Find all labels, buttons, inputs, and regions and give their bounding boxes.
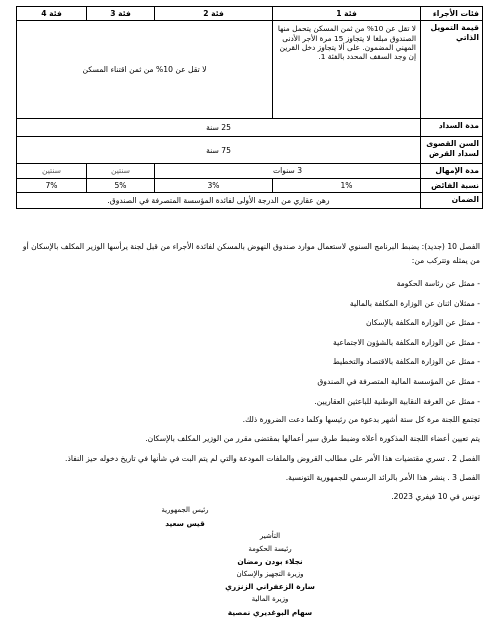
- grace-category-3: سنتين: [87, 164, 155, 178]
- list-item: - ممثل عن الغرفة النقابية الوطنية للباعثين العقاريين.: [314, 396, 480, 406]
- repayment-label: مدة السداد: [421, 119, 483, 137]
- article-10-text: الفصل 10 (جديد): يضبط البرنامج السنوي لاستعمال موارد صندوق النهوض بالمسكن لفائدة الأجراء من قبل لجنة يرأسها الوزير المكلف بالإسكان أو من يمثله وتتركب من:: [22, 242, 480, 266]
- header-category-2: فئة 2: [155, 7, 273, 21]
- interest-row: [17, 178, 483, 192]
- article-3-paragraph: الفصل 3 . ينشر هذا الأمر بالرائد الرسمي للجمهورية التونسية.: [285, 473, 480, 482]
- list-item: - ممثل عن الوزارة المكلفة بالإسكان: [365, 318, 480, 328]
- interest-category-2: 3%: [155, 178, 273, 192]
- header-category-3: فئة 3: [87, 7, 155, 21]
- meeting-paragraph: تجتمع اللجنة مرة كل ستة أشهر بدعوة من رئيسها وكلما دعت الضرورة ذلك.: [242, 415, 480, 424]
- table-header-row: [17, 7, 483, 21]
- countersignature-block: [215, 532, 325, 620]
- countersign-label: التأشير: [259, 532, 281, 540]
- list-item: - ممثل عن المؤسسة المالية المتصرفة في الصندوق: [317, 376, 480, 386]
- countersign-title: وزيرة المالية: [251, 594, 289, 603]
- list-item: - ممثلان اثنان عن الوزارة المكلفة بالمالية: [349, 298, 480, 308]
- max-age-row: [17, 137, 483, 164]
- countersign-title: وزيرة التجهيز والإسكان: [236, 569, 304, 578]
- president-name: قيس سعيد: [165, 518, 205, 528]
- list-item: - ممثل عن الوزارة المكلفة بالشؤون الاجتماعية: [333, 337, 480, 347]
- countersign-name: نجلاء بودن رمضان: [237, 557, 303, 567]
- article-2-paragraph: الفصل 2 . تسري مقتضيات هذا الأمر على مطالب القروض والملفات المودعة والتي لم يتم البت في شأنها في تاريخ دخوله حيز النفاذ.: [65, 454, 480, 463]
- president-title: رئيس الجمهورية: [161, 506, 209, 514]
- interest-category-3: 5%: [87, 178, 155, 192]
- repayment-row: [17, 119, 483, 137]
- list-item: - ممثل عن الوزارة المكلفة بالاقتصاد والتخطيط: [332, 357, 480, 367]
- grace-label: مدة الإمهال: [421, 164, 483, 178]
- guarantee-value: رهن عقاري من الدرجة الأولى لفائدة المؤسسة المتصرفة في الصندوق.: [17, 193, 421, 209]
- financing-label: قيمة التمويل الذاتي: [421, 21, 483, 119]
- max-age-label: السن القصوى لسداد القرض: [421, 137, 483, 164]
- president-signature: [130, 506, 240, 531]
- grace-row: [17, 164, 483, 178]
- countersign-name: سارة الزعفراني الزنزري: [225, 582, 315, 592]
- grace-categories-1-2: 3 سنوات: [155, 164, 421, 178]
- financing-categories-2-4: لا تقل عن 10% من ثمن اقتناء المسكن: [17, 21, 273, 119]
- financing-category-1: لا تقل عن 10% من ثمن المسكن يتحمل منها الصندوق مبلغا لا يتجاوز 15 مرة الأجر الأدنى المهني المضمون. على ألا يتجاوز دخل القرين إن وجد السقف المحدد بالفئة 1.: [273, 21, 421, 119]
- header-row-label: فئات الأجراء: [421, 7, 483, 21]
- grace-category-4: سنتين: [17, 164, 87, 178]
- committee-members-list: [180, 279, 480, 416]
- header-category-1: فئة 1: [273, 7, 421, 21]
- header-category-4: فئة 4: [17, 7, 87, 21]
- financing-row: [17, 21, 483, 119]
- categories-table: [16, 6, 483, 209]
- signing-date: تونس في 10 فيفري 2023.: [391, 492, 480, 501]
- guarantee-row: [17, 193, 483, 209]
- interest-label: نسبة الفائض: [421, 178, 483, 192]
- countersign-name: سهام البوغديري نمصية: [227, 607, 313, 617]
- interest-category-4: 7%: [17, 178, 87, 192]
- repayment-value: 25 سنة: [17, 119, 421, 137]
- guarantee-label: الضمان: [421, 193, 483, 209]
- max-age-value: 75 سنة: [17, 137, 421, 164]
- list-item: - ممثل عن رئاسة الحكومة: [396, 279, 480, 288]
- interest-category-1: 1%: [273, 178, 421, 192]
- appointment-paragraph: يتم تعيين أعضاء اللجنة المذكورة أعلاه وضبط طرق سير أعمالها بمقتضى مقرر من الوزير المكلف بالإسكان.: [145, 434, 480, 443]
- countersign-title: رئيسة الحكومة: [248, 544, 292, 553]
